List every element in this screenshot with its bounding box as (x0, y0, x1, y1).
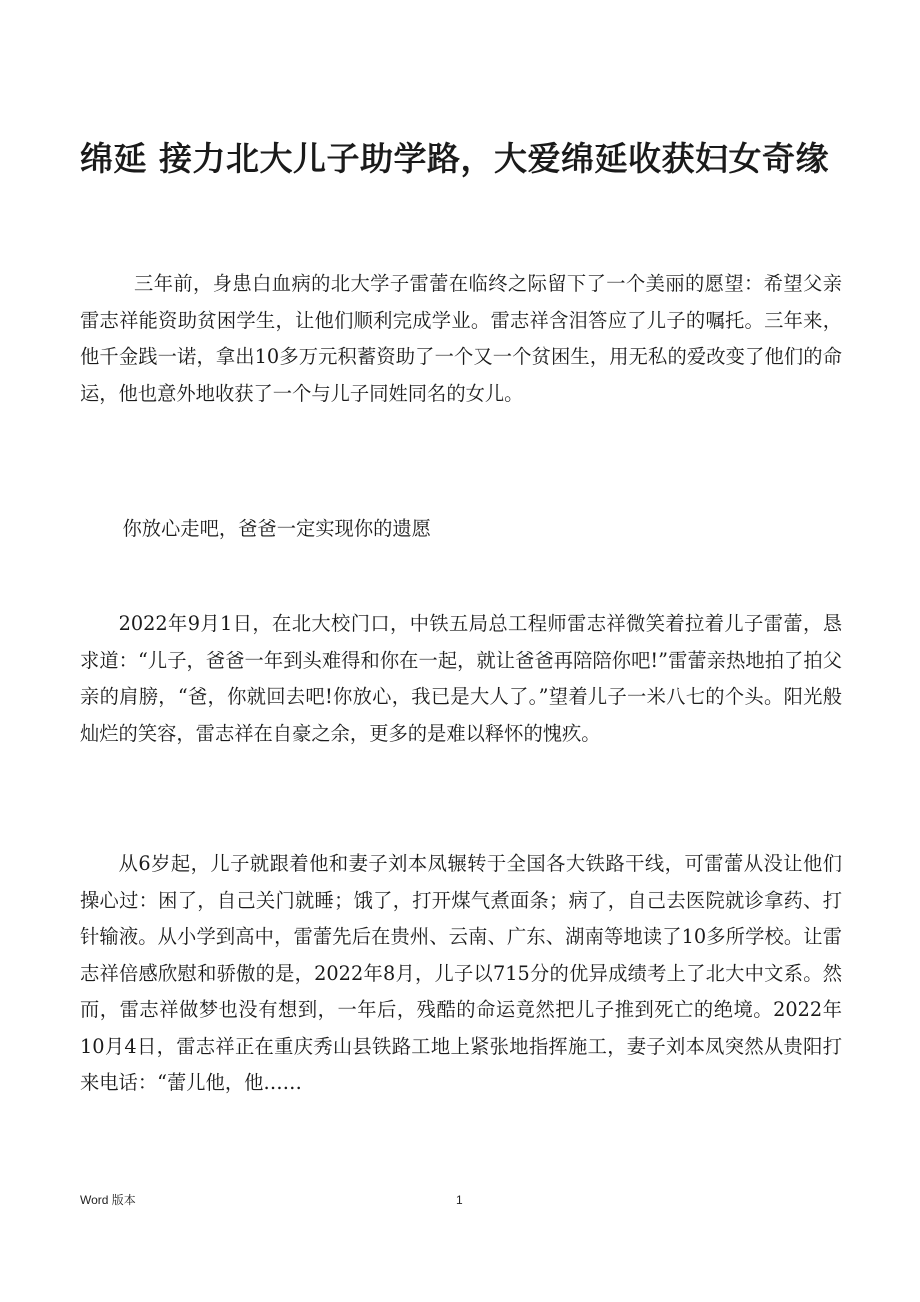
body-paragraph: 从6岁起，儿子就跟着他和妻子刘本凤辗转于全国各大铁路干线，可雷蕾从没让他们操心过：困了，自己关门就睡；饿了，打开煤气煮面条；病了，自己去医院就诊拿药、打针输液。从小学到高中，雷蕾先后在贵州、云南、广东、湖南等地读了10多所学校。让雷志祥倍感欣慰和骄傲的是，2022年8月，儿子以715分的优异成绩考上了北大中文系。然而，雷志祥做梦也没有想到，一年后，残酷的命运竟然把儿子推到死亡的绝境。2022年10月4日，雷志祥正在重庆秀山县铁路工地上紧张地指挥施工，妻子刘本凤突然从贵阳打来电话：“蕾儿他，他…… (80, 852, 842, 1094)
body-paragraph-intro: 三年前，身患白血病的北大学子雷蕾在临终之际留下了一个美丽的愿望：希望父亲雷志祥能资助贫困学生，让他们顺利完成学业。雷志祥含泪答应了儿子的嘱托。三年来，他千金践一诺，拿出10多万元积蓄资助了一个又一个贫困生，用无私的爱改变了他们的命运，他也意外地收获了一个与儿子同姓同名的女儿。 (80, 272, 842, 405)
page-title: 绵延 接力北大儿子助学路，大爱绵延收获妇女奇缘 (80, 139, 829, 178)
page-number: 1 (456, 1193, 463, 1207)
body-paragraph: 2022年9月1日，在北大校门口，中铁五局总工程师雷志祥微笑着拉着儿子雷蕾，恳求道：“儿子，爸爸一年到头难得和你在一起，就让爸爸再陪陪你吧!”雷蕾亲热地拍了拍父亲的肩膀，“爸，你就回去吧!你放心，我已是大人了。”望着儿子一米八七的个头。阳光般灿烂的笑容，雷志祥在自豪之余，更多的是难以释怀的愧疚。 (80, 612, 842, 745)
footer-label: Word 版本 (80, 1193, 136, 1207)
section-heading: 你放心走吧，爸爸一定实现你的遗愿 (122, 517, 431, 540)
